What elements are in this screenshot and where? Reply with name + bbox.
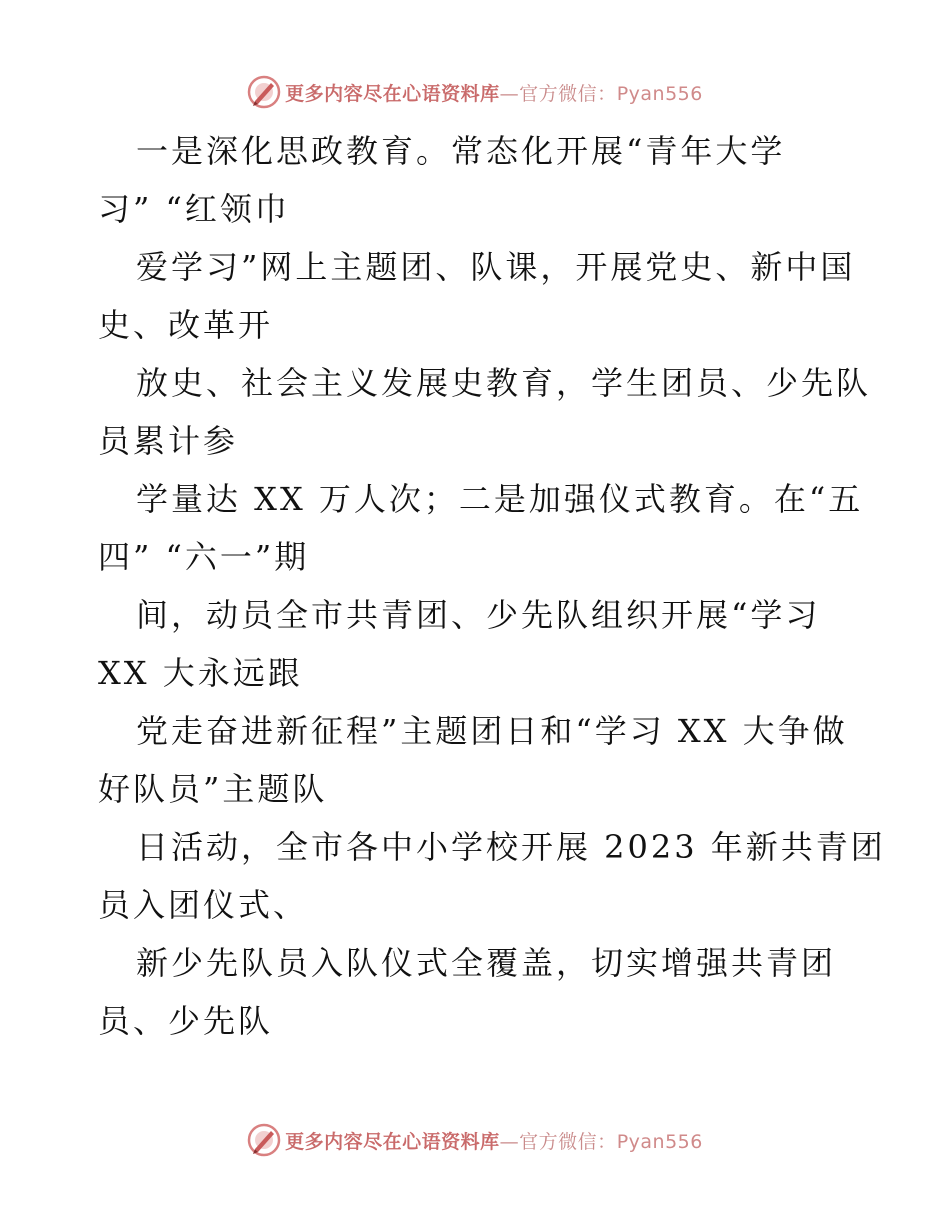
body-line: 习” “红领巾	[98, 190, 290, 228]
body-line: 史、改革开	[98, 306, 274, 344]
footer-brand-text: 更多内容尽在心语资料库	[285, 1130, 500, 1153]
body-line: 好队员”主题队	[98, 770, 328, 808]
footer-wechat-label: 官方微信：	[519, 1130, 617, 1153]
body-line: 员累计参	[98, 422, 239, 460]
body-line: 员、少先队	[98, 1002, 274, 1040]
body-line: 新少先队员入队仪式全覆盖，切实增强共青团	[136, 944, 837, 982]
header-wechat-label: 官方微信：	[519, 82, 617, 105]
pen-logo-icon	[247, 1123, 281, 1157]
footer-separator: —	[499, 1130, 520, 1153]
body-line: 学量达 XX 万人次；二是加强仪式教育。在“五	[136, 480, 864, 518]
body-line: 日活动，全市各中小学校开展 2023 年新共青团	[136, 828, 886, 866]
body-line: 间，动员全市共青团、少先队组织开展“学习	[136, 596, 821, 634]
header-watermark	[0, 72, 950, 112]
body-line: XX 大永远跟	[98, 654, 303, 692]
body-line: 四” “六一”期	[98, 538, 310, 576]
header-separator: —	[499, 82, 520, 105]
body-line: 党走奋进新征程”主题团日和“学习 XX 大争做	[136, 712, 848, 750]
header-wechat-id: Pyan556	[616, 82, 703, 105]
body-line: 放史、社会主义发展史教育，学生团员、少先队	[136, 364, 872, 402]
body-line: 爱学习”网上主题团、队课，开展党史、新中国	[136, 248, 856, 286]
pen-logo-icon	[247, 75, 281, 109]
footer-wechat-id: Pyan556	[616, 1130, 703, 1153]
body-line: 员入团仪式、	[98, 886, 309, 924]
body-line: 一是深化思政教育。常态化开展“青年大学	[136, 132, 786, 170]
footer-watermark	[0, 1120, 950, 1160]
header-brand-text: 更多内容尽在心语资料库	[285, 82, 500, 105]
document-body	[98, 122, 886, 1050]
